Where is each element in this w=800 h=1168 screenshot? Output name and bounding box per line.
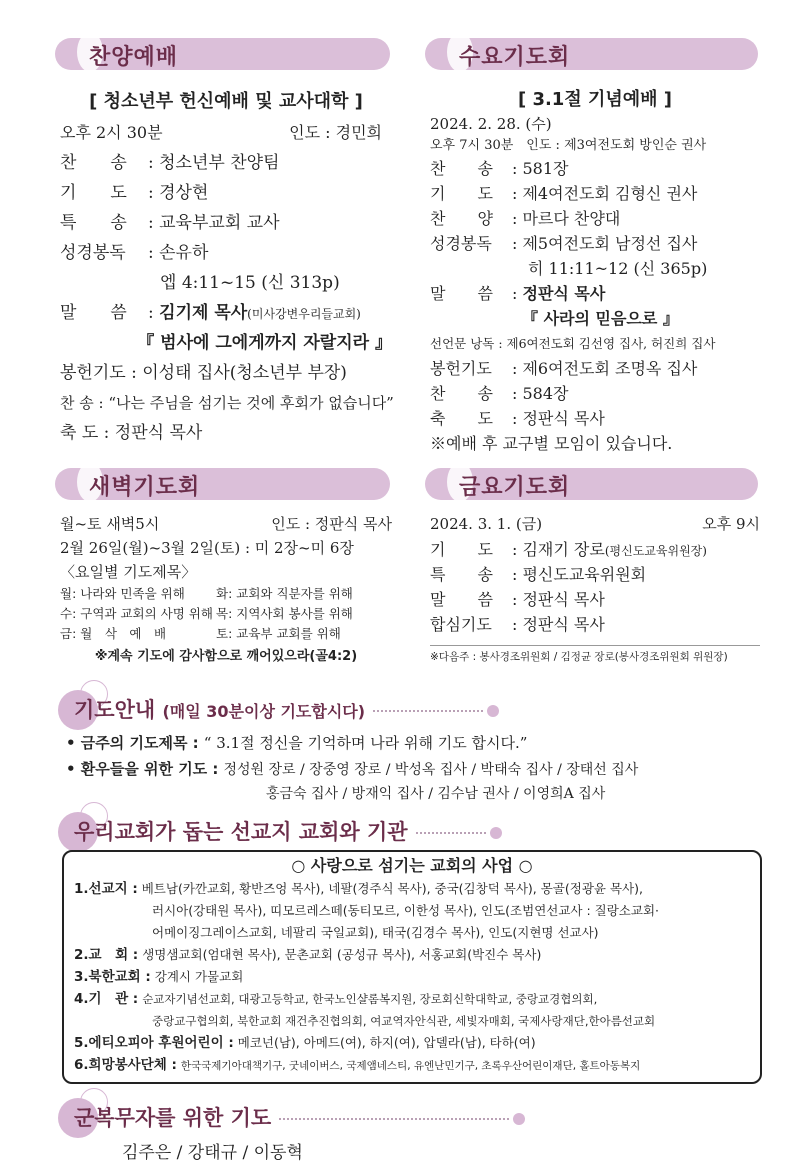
row-value: : 청소년부 찬양팀: [148, 153, 280, 173]
daily-topics-title: 〈요일별 기도제목〉: [60, 563, 197, 581]
mission-list: 베트남(카깐교회, 황반즈엉 목사), 네팔(경주식 목사), 중국(김창덕 목사), 몽골(정광윤 목사),: [141, 881, 643, 896]
row-value: : 정판식 목사: [512, 409, 605, 428]
military-names: 김주은 / 강태규 / 이동혁: [122, 1143, 303, 1163]
box-title: ○ 사랑으로 섬기는 교회의 사업 ○: [291, 856, 533, 875]
service-date: 2024. 3. 1. (금): [430, 515, 543, 533]
row-value: : 김재기 장로: [512, 540, 605, 559]
next-week-note: ※다음주 : 봉사경조위원회 / 김정균 장로(봉사경조위원회 위원장): [430, 651, 728, 663]
row-value: : 손유하: [148, 243, 209, 263]
mission-category: 4.기 관 :: [74, 991, 139, 1007]
section-title: 금요기도회: [459, 475, 571, 500]
header-wednesday-prayer: [425, 38, 758, 70]
section-title: 수요기도회: [459, 45, 571, 70]
sick-prayer-label: • 환우들을 위한 기도 :: [66, 760, 219, 778]
service-note: ※예배 후 교구별 모임이 있습니다.: [430, 434, 673, 453]
section-title: 우리교회가 돕는 선교지 교회와 기관: [74, 820, 408, 844]
row-label: 합심기도: [430, 615, 492, 634]
service-time: 오후 2시 30분: [60, 123, 163, 142]
row-value: : 정판식 목사: [512, 615, 605, 634]
row-value: : 제4여전도회 김형신 권사: [512, 184, 698, 203]
dawn-prayer-section: [60, 512, 392, 670]
row-label: 말 씀: [60, 303, 127, 323]
scripture-ref: 엡 4:11~15 (신 313p): [160, 273, 340, 293]
sermon-title: 『 사라의 믿음으로 』: [522, 309, 679, 328]
scripture-ref: 히 11:11~12 (신 365p): [528, 259, 708, 278]
declaration-reading: 선언문 낭독 : 제6여전도회 김선영 집사, 허진희 집사: [430, 336, 716, 351]
benediction: 축 도 : 정판식 목사: [60, 423, 203, 443]
row-label: 특 송: [430, 565, 493, 584]
dawn-leader: 인도 : 정판식 목사: [271, 515, 392, 533]
service-time: 오후 9시: [702, 515, 760, 533]
row-value: : 제6여전도회 조명옥 집사: [512, 359, 698, 378]
service-time-leader: 오후 7시 30분 인도 : 제3여전도회 방인순 권사: [430, 138, 707, 153]
section-title: 찬양예배: [89, 45, 179, 70]
topic-label: • 금주의 기도제목 :: [66, 734, 199, 752]
row-label: 성경봉독: [60, 243, 126, 263]
sick-list: 정성원 장로 / 장중영 장로 / 박성옥 집사 / 박태숙 집사 / 장태선 집사: [223, 762, 639, 778]
row-label: 말 씀: [430, 590, 493, 609]
row-note: (평신도교육위원장): [604, 544, 707, 558]
daily-topic: 목: 지역사회 봉사를 위해: [216, 606, 353, 621]
wednesday-prayer-section: [ 3.1절 기념예배 ] 2024. 2. 28. (수) 오후 7시 30분 인도 : 제3여전도회 방인순 권사 찬 송 : 581장 기 도 : 제4여전도회 김형신 권사 찬 양 : 마르다 찬양대 성경봉독 : 제5여전도회 남정선 집사 히 11:11~12 (신 365p) 말 씀 : 정판식 목사 『 사라의 믿음으로 』 선언문 낭독 : 제6여전도회 김선영 집사, 허진희 집사 봉헌기도 : 제6여전도회 조명옥 집사 찬 송 : 584장 축 도 : 정판식 목사 ※예배 후 교구별 모임이 있습니다.: [430, 86, 760, 456]
mission-category: 1.선교지 :: [74, 881, 138, 897]
header-praise-worship: [55, 38, 390, 70]
row-label: 찬 송: [430, 159, 493, 178]
sick-list: 홍금숙 집사 / 방재익 집사 / 김수남 권사 / 이영희A 집사: [266, 786, 606, 802]
section-title: 군복무자를 위한 기도: [74, 1106, 272, 1130]
service-title: [ 청소년부 헌신예배 및 교사대학 ]: [89, 91, 363, 112]
mission-category: 5.에티오피아 후원어린이 :: [74, 1035, 234, 1051]
row-value: : 정판식 목사: [512, 590, 605, 609]
dawn-time: 월~토 새벽5시: [60, 515, 160, 533]
mission-list: 순교자기념선교회, 대광고등학교, 한국노인샬롬복지원, 장로회신학대학교, 중랑교경협의회,: [142, 992, 598, 1006]
mission-list: 한국국제기아대책기구, 굿네이버스, 국제앰네스티, 유엔난민기구, 초록우산어린이재단, 홀트아동복지: [180, 1060, 641, 1072]
row-label: 찬 송: [60, 153, 127, 173]
row-label: 찬 양: [430, 209, 493, 228]
mission-list: 러시아(강태원 목사), 띠모르레스떼(동티모르, 이한성 목사), 인도(조범연선교사 : 질랑소교회·: [152, 903, 660, 918]
prayer-guide-content: [66, 730, 766, 806]
row-value: : 교육부교회 교사: [148, 213, 280, 233]
preacher: 정판식 목사: [522, 284, 606, 303]
mission-list: 강계시 가물교회: [154, 969, 244, 984]
offering-prayer: 봉헌기도 : 이성태 집사(청소년부 부장): [60, 363, 347, 383]
row-value: : 경상현: [148, 183, 209, 203]
row-label: 성경봉독: [430, 234, 492, 253]
row-label: 축 도: [430, 409, 493, 428]
header-dawn-prayer: [55, 468, 390, 500]
friday-prayer-section: [430, 512, 760, 668]
header-friday-prayer: [425, 468, 758, 500]
row-label: 찬 송: [430, 384, 493, 403]
dawn-scripture-range: 2월 26일(월)~3월 2일(토) : 미 2장~미 6장: [60, 539, 354, 557]
preacher: 김기제 목사: [159, 303, 248, 323]
mission-list: 생명샘교회(엄대현 목사), 문촌교회 (공성규 목사), 서홍교회(박진수 목사): [142, 947, 542, 962]
row-label: 기 도: [60, 183, 127, 203]
row-label: 기 도: [430, 184, 493, 203]
row-value: : 평신도교육위원회: [512, 565, 647, 584]
preacher-church: (미사강변우리들교회): [247, 307, 361, 321]
closing-hymn: 찬 송 : “나는 주님을 섬기는 것에 후회가 없습니다”: [60, 394, 394, 412]
sermon-title: 『 범사에 그에게까지 자랄지라 』: [137, 333, 392, 353]
row-value: : 제5여전도회 남정선 집사: [512, 234, 698, 253]
row-label: 기 도: [430, 540, 493, 559]
daily-topic: 토: 교육부 교회를 위해: [216, 626, 341, 641]
mission-category: 6.희망봉사단체 :: [74, 1057, 177, 1073]
section-title: 기도안내: [74, 698, 156, 722]
daily-topic: 월: 나라와 민족을 위해: [60, 586, 185, 601]
mission-list: 중랑교구협의회, 북한교회 재건추진협의회, 여교역자안식관, 세빛자매회, 국제사랑재단,한아름선교회: [152, 1014, 656, 1028]
row-label: 특 송: [60, 213, 127, 233]
bible-verse: ※계속 기도에 감사함으로 깨어있으라(골4:2): [94, 649, 358, 664]
row-value: : 584장: [512, 384, 569, 403]
mission-list: 메코넌(남), 아메드(여), 하지(여), 압델라(남), 타하(여): [237, 1035, 536, 1050]
service-title: [ 3.1절 기념예배 ]: [517, 89, 673, 110]
row-value: : 마르다 찬양대: [512, 209, 621, 228]
service-leader: 인도 : 경민희: [289, 123, 382, 142]
weekly-prayer-topic: “ 3.1절 정신을 기억하며 나라 위해 기도 합시다.”: [203, 734, 528, 752]
mission-category: 3.북한교회 :: [74, 969, 151, 985]
missions-box: [62, 850, 762, 1084]
daily-topic: 수: 구역과 교회의 사명 위해: [60, 606, 213, 621]
praise-worship-section: [ 청소년부 헌신예배 및 교사대학 ] 오후 2시 30분 인도 : 경민희 찬 송 : 청소년부 찬양팀 기 도 : 경상현 특 송 : 교육부교회 교사 성경봉독 : 손유하 엡 4:11~15 (신 313p) 말 씀 : 김기제 목사(미사강변우리들교회) 『 범사에 그에게까지 자랄지라 』 봉헌기도 : 이성태 집사(청소년부 부장) 찬 송 : “나는 주님을 섬기는 것에 후회가 없습니다” 축 도 : 정판식 목사: [60, 86, 392, 448]
daily-topic: 금: 월 삭 예 배: [60, 626, 167, 641]
mission-category: 2.교 회 :: [74, 947, 139, 963]
daily-topic: 화: 교회와 직분자를 위해: [216, 586, 353, 601]
service-date: 2024. 2. 28. (수): [430, 115, 552, 133]
section-title: 새벽기도회: [89, 475, 201, 500]
row-label: 말 씀: [430, 284, 493, 303]
row-label: 봉헌기도: [430, 359, 492, 378]
row-value: : 581장: [512, 159, 569, 178]
mission-list: 어메이징그레이스교회, 네팔리 국일교회), 태국(김경수 목사), 인도(지현명 선교사): [152, 925, 599, 940]
section-subtitle: (매일 30분이상 기도합시다): [162, 702, 366, 721]
